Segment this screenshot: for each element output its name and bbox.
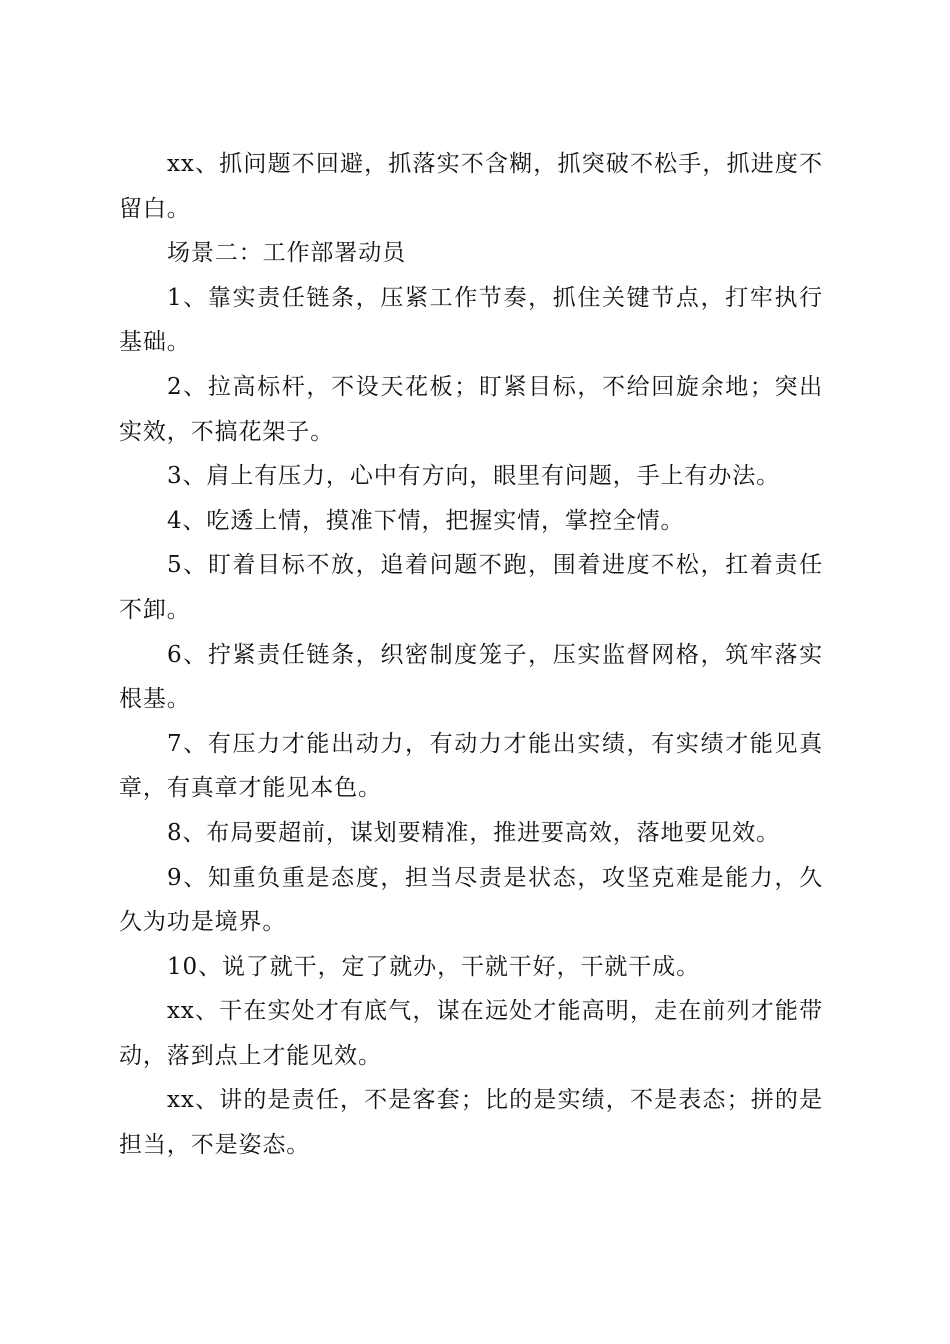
- paragraph: 5、盯着目标不放，追着问题不跑，围着进度不松，扛着责任不卸。: [119, 552, 823, 623]
- section-heading: 场景二：工作部署动员: [167, 240, 406, 267]
- paragraph: xx、干在实处才有底气，谋在远处才能高明，走在前列才能带动，落到点上才能见效。: [119, 998, 823, 1069]
- paragraph: 4、吃透上情，摸准下情，把握实情，掌控全情。: [167, 507, 685, 534]
- paragraph: 1、靠实责任链条，压紧工作节奏，抓住关键节点，打牢执行基础。: [119, 284, 823, 356]
- paragraph: 7、有压力才能出动力，有动力才能出实绩，有实绩才能见真章，有真章才能见本色。: [119, 730, 823, 802]
- paragraph: xx、讲的是责任，不是客套；比的是实绩，不是表态；拼的是担当，不是姿态。: [119, 1087, 823, 1159]
- paragraph: 10、说了就干，定了就办，干就干好，干就干成。: [167, 953, 700, 980]
- paragraph: 6、拧紧责任链条，织密制度笼子，压实监督网格，筑牢落实根基。: [119, 641, 823, 713]
- paragraph: 3、肩上有压力，心中有方向，眼里有问题，手上有办法。: [167, 463, 781, 490]
- paragraph: xx、抓问题不回避，抓落实不含糊，抓突破不松手，抓进度不留白。: [119, 151, 823, 222]
- document-body: [119, 142, 823, 1168]
- paragraph: 8、布局要超前，谋划要精准，推进要高效，落地要见效。: [167, 819, 781, 846]
- paragraph: 9、知重负重是态度，担当尽责是状态，攻坚克难是能力，久久为功是境界。: [119, 864, 823, 936]
- paragraph: 2、拉高标杆，不设天花板；盯紧目标，不给回旋余地；突出实效，不搞花架子。: [119, 373, 823, 445]
